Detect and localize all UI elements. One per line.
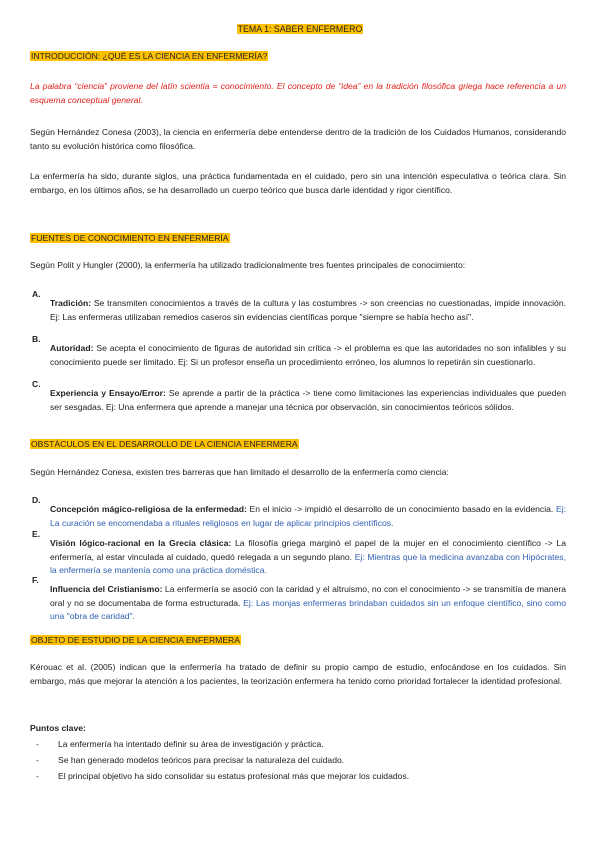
- item-example: Ej: Las monjas enfermeras brindaban cuidados sin un enfoque científico, sino como una "obra de caridad".: [50, 597, 566, 622]
- list-item-body: [50, 342, 566, 370]
- bullet-text: El principal objetivo ha sido consolidar su estatus profesional más que mejorar los cuidados.: [58, 771, 410, 781]
- list-item: [30, 378, 566, 423]
- item-text: Se transmiten conocimientos a través de la cultura y las costumbres -> son creencias no cuestionadas, impide innovación. Ej: Las enfermeras utilizaban remedios caseros sin evidencias científicas porque "siempre se había hecho así".: [50, 297, 566, 322]
- item-example: Ej: La curación se encomendaba a rituales religiosos en lugar de aplicar principios científicos.: [50, 503, 566, 528]
- item-example: Ej: Mientras que la medicina avanzaba con Hipócrates, la enfermería se mantenía como una práctica doméstica.: [50, 551, 566, 576]
- list-letter: D.: [32, 495, 41, 505]
- obstaculos-intro: Según Hernández Conesa, existen tres barreras que han limitado el desarrollo de la enfermería como ciencia:: [30, 467, 449, 477]
- item-label: Influencia del Cristianismo:: [50, 583, 163, 594]
- list-letter: C.: [32, 379, 41, 389]
- list-item: [30, 333, 566, 378]
- list-letter: E.: [32, 529, 41, 539]
- list-item-body: [50, 537, 566, 579]
- item-text: En el inicio -> impidió el desarrollo de un conocimiento basado en la evidencia.: [246, 503, 556, 514]
- list-letter: A.: [32, 289, 41, 299]
- objeto-paragraph: Kérouac et al. (2005) indican que la enfermería ha tratado de definir su propio campo de estudio, enfocándose en los cuidados. Sin embargo, más que mejorar la atención a los pacientes, la teorización enfermera ha tenido como prioridad fortalecer la identidad profesional.: [30, 662, 566, 686]
- section-heading-fuentes: FUENTES DE CONOCIMIENTO EN ENFERMERÍA: [31, 233, 229, 243]
- item-label: Autoridad:: [50, 342, 94, 353]
- bullet-dash: -: [36, 771, 39, 781]
- bullet-item: [30, 754, 566, 768]
- item-text: La enfermería se asoció con la caridad y el altruismo, no con el conocimiento -> se transmitía de manera oral y no se documentaba de forma estructurada.: [50, 583, 566, 608]
- item-text: Se aprende a partir de la práctica -> tiene como limitaciones las experiencias individuales que pueden ser sesgadas. Ej: Una enfermera que aprende a manejar una técnica por observación, sin conocimientos teóricos sólidos.: [50, 387, 566, 412]
- item-text: La filosofía griega marginó el papel de la mujer en el conocimiento científico -> La enfermería, al estar vinculada al cuidado, quedó relegada a un segundo plano.: [50, 537, 566, 562]
- bullet-dash: -: [36, 755, 39, 765]
- item-label: Visión lógico-racional en la Grecia clásica:: [50, 537, 232, 548]
- section-heading-introduccion: INTRODUCCIÓN: ¿QUÉ ES LA CIENCIA EN ENFERMERÍA?: [31, 51, 268, 61]
- list-letter: B.: [32, 334, 41, 344]
- intro-paragraph-2: La enfermería ha sido, durante siglos, una práctica fundamentada en el cuidado, pero sin una intención especulativa o teórica clara. Sin embargo, en los últimos años, se ha desarrollado un cuerpo teórico que busca darle identidad y rigor científico.: [30, 171, 566, 195]
- list-item: [30, 288, 566, 333]
- item-label: Concepción mágico-religiosa de la enfermedad:: [50, 503, 247, 514]
- intro-paragraph-1: Según Hernández Conesa (2003), la ciencia en enfermería debe entenderse dentro de la tradición de los Cuidados Humanos, considerando tanto su evolución histórica como filosófica.: [30, 127, 566, 151]
- list-item-body: [50, 297, 566, 325]
- list-item-body: [50, 387, 566, 415]
- list-letter: F.: [32, 575, 39, 585]
- list-item: [30, 574, 566, 633]
- list-item-body: [50, 583, 566, 625]
- item-label: Experiencia y Ensayo/Error:: [50, 387, 166, 398]
- bullet-item: [30, 738, 566, 752]
- puntos-clave-label: Puntos clave:: [30, 723, 86, 733]
- intro-quote: La palabra “ciencia” proviene del latín scientia = conocimiento. El concepto de “idea” en la tradición filosófica griega hace referencia a un esquema conceptual general.: [30, 81, 566, 105]
- section-heading-objeto: OBJETO DE ESTUDIO DE LA CIENCIA ENFERMERA: [31, 635, 240, 645]
- document-title: TEMA 1: SABER ENFERMERO: [237, 24, 363, 34]
- list-item-body: [50, 503, 566, 531]
- bullet-text: Se han generado modelos teóricos para precisar la naturaleza del cuidado.: [58, 755, 345, 765]
- bullet-item: [30, 770, 566, 784]
- bullet-dash: -: [36, 739, 39, 749]
- item-text: Se acepta el conocimiento de figuras de autoridad sin crítica -> el problema es que las autoridades no son infalibles y su conocimiento puede ser limitado. Ej: Si un profesor enseña un procedimiento erróneo, los alumnos lo repetirán sin cuestionarlo.: [50, 342, 566, 367]
- fuentes-intro: Según Polit y Hungler (2000), la enfermería ha utilizado tradicionalmente tres fuentes principales de conocimiento:: [30, 260, 466, 270]
- section-heading-obstaculos: OBSTÁCULOS EN EL DESARROLLO DE LA CIENCIA ENFERMERA: [31, 439, 298, 449]
- bullet-text: La enfermería ha intentado definir su área de investigación y práctica.: [58, 739, 324, 749]
- item-label: Tradición:: [50, 297, 92, 308]
